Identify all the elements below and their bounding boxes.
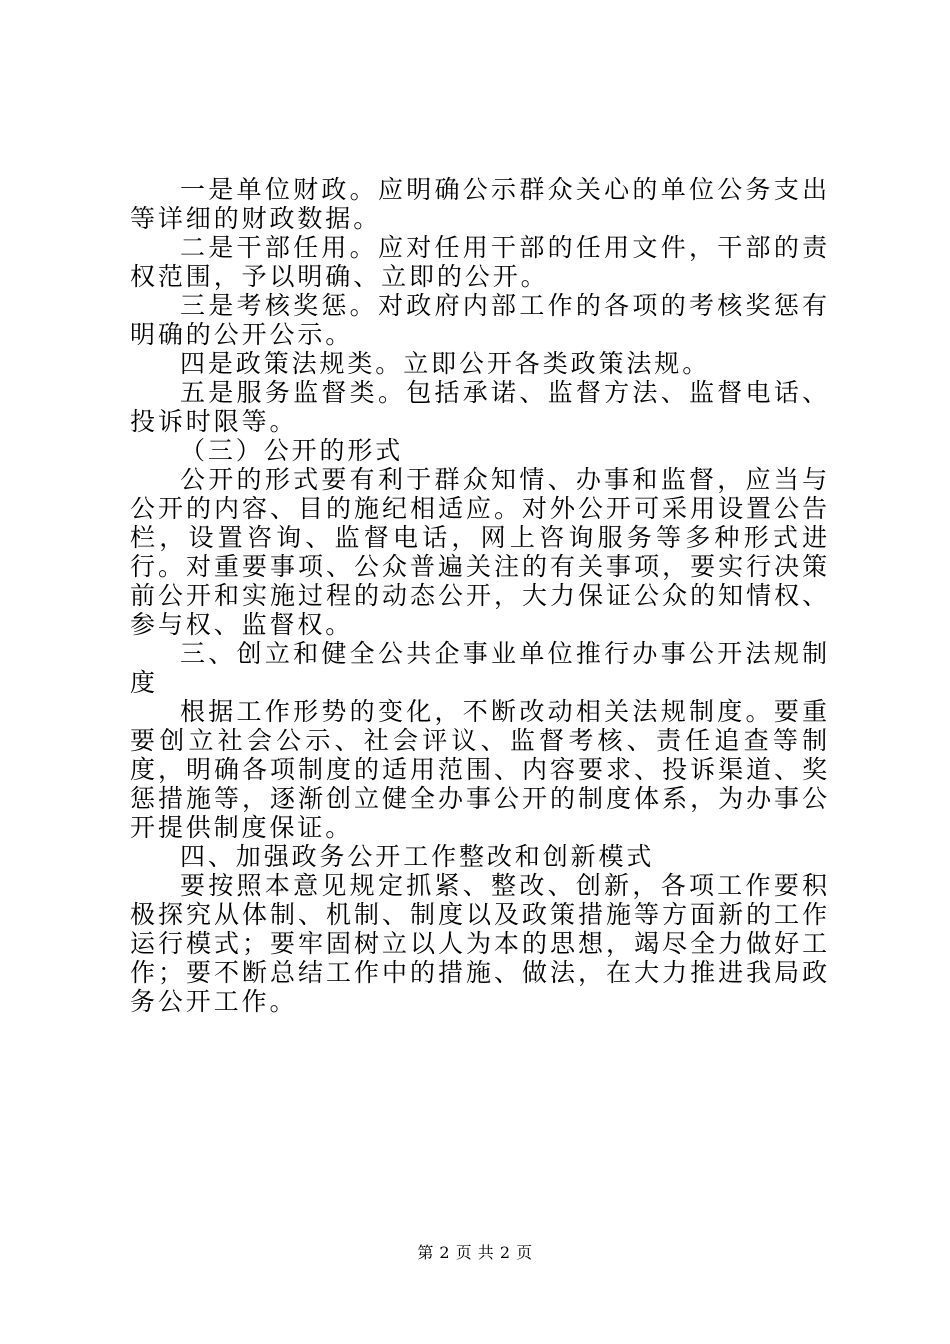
paragraph-regulations: 根据工作形势的变化，不断改动相关法规制度。要重要创立社会公示、社会评议、监督考核、责任追查等制度，明确各项制度的适用范围、内容要求、投诉渠道、奖惩措施等，逐渐创立健全办事公开的制度体系，为办事公开提供制度保证。 — [130, 697, 830, 842]
section-heading-4: 四、加强政务公开工作整改和创新模式 — [180, 842, 655, 871]
page-number-footer: 第 2 页 共 2 页 — [417, 1243, 533, 1262]
paragraph-public-form: 公开的形式要有利于群众知情、办事和监督，应当与公开的内容、目的施纪相适应。对外公开可采用设置公告栏，设置咨询、监督电话，网上咨询服务等多种形式进行。对重要事项、公众普遍关注的有关事项，要实行决策前公开和实施过程的动态公开，大力保证公众的知情权、参与权、监督权。 — [130, 465, 830, 639]
paragraph-innovation: 要按照本意见规定抓紧、整改、创新，各项工作要积极探究从体制、机制、制度以及政策措施等方面新的工作运行模式；要牢固树立以人为本的思想，竭尽全力做好工作；要不断总结工作中的措施、做法，在大力推进我局政务公开工作。 — [130, 871, 830, 1016]
section-heading-form: （三）公开的形式 — [180, 436, 404, 465]
section-heading-3: 三、创立和健全公共企事业单位推行办事公开法规制度 — [130, 639, 830, 697]
paragraph-item-3: 三是考核奖惩。对政府内部工作的各项的考核奖惩有明确的公开公示。 — [130, 291, 830, 349]
paragraph-item-2: 二是干部任用。应对任用干部的任用文件，干部的责权范围，予以明确、立即的公开。 — [130, 233, 830, 291]
document-body — [130, 175, 830, 1016]
paragraph-item-5: 五是服务监督类。包括承诺、监督方法、监督电话、投诉时限等。 — [130, 378, 830, 436]
paragraph-item-1: 一是单位财政。应明确公示群众关心的单位公务支出等详细的财政数据。 — [130, 175, 830, 233]
paragraph-item-4: 四是政策法规类。立即公开各类政策法规。 — [180, 349, 711, 378]
